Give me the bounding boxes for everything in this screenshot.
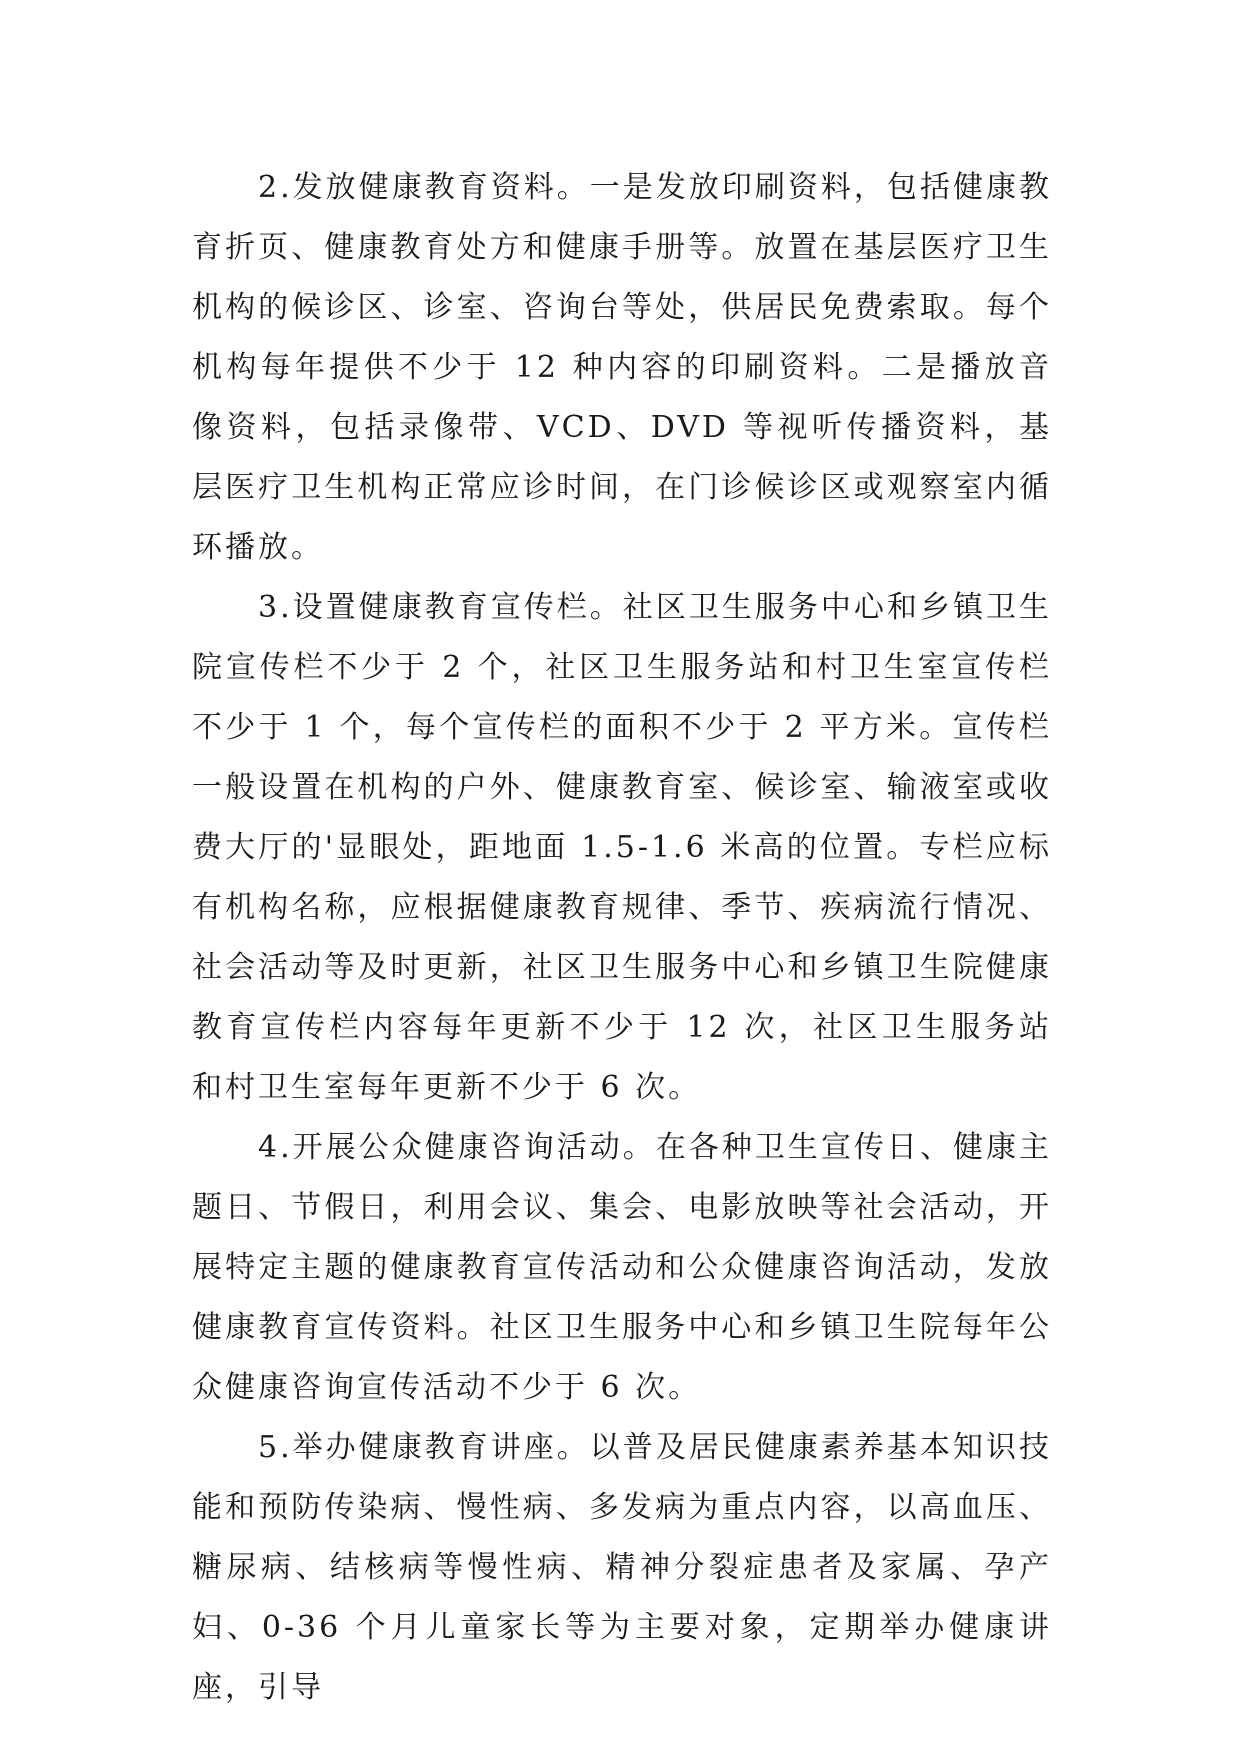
body-text [192, 158, 1052, 1718]
paragraph-distribute-materials: 2.发放健康教育资料。一是发放印刷资料，包括健康教育折页、健康教育处方和健康手册等。放置在基层医疗卫生机构的候诊区、诊室、咨询台等处，供居民免费索取。每个机构每年提供不少于 12 种内容的印刷资料。二是播放音像资料，包括录像带、VCD、DVD 等视听传播资料，基层医疗卫生机构正常应诊时间，在门诊候诊区或观察室内循环播放。 [192, 170, 1052, 565]
paragraph-health-lectures: 5.举办健康教育讲座。以普及居民健康素养基本知识技能和预防传染病、慢性病、多发病为重点内容，以高血压、糖尿病、结核病等慢性病、精神分裂症患者及家属、孕产妇、0-36 个月儿童家长等为主要对象，定期举办健康讲座，引导 [192, 1430, 1052, 1705]
paragraph-bulletin-board: 3.设置健康教育宣传栏。社区卫生服务中心和乡镇卫生院宣传栏不少于 2 个，社区卫生服务站和村卫生室宣传栏不少于 1 个，每个宣传栏的面积不少于 2 平方米。宣传栏一般设置在机构的户外、健康教育室、候诊室、输液室或收费大厅的'显眼处，距地面 1.5-1.6 米高的位置。专栏应标有机构名称，应根据健康教育规律、季节、疾病流行情况、社会活动等及时更新，社区卫生服务中心和乡镇卫生院健康教育宣传栏内容每年更新不少于 12 次，社区卫生服务站和村卫生室每年更新不少于 6 次。 [192, 590, 1052, 1105]
paragraph-public-consultation: 4.开展公众健康咨询活动。在各种卫生宣传日、健康主题日、节假日，利用会议、集会、电影放映等社会活动，开展特定主题的健康教育宣传活动和公众健康咨询活动，发放健康教育宣传资料。社区卫生服务中心和乡镇卫生院每年公众健康咨询宣传活动不少于 6 次。 [192, 1130, 1052, 1405]
